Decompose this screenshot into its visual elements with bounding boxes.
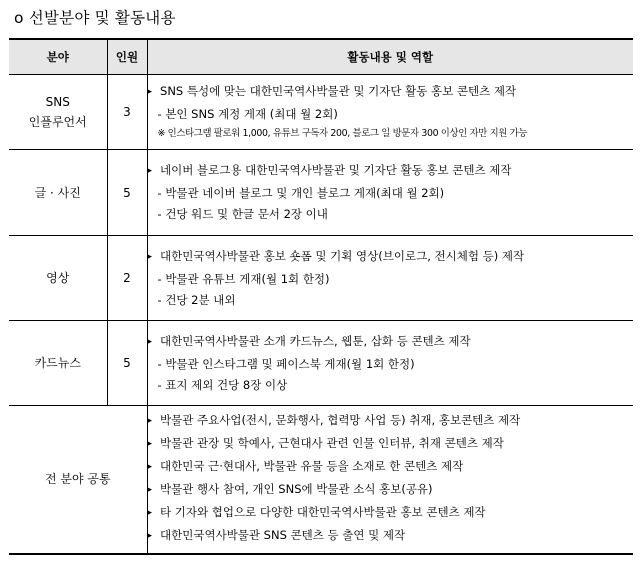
activity-cell — [147, 236, 633, 321]
field-cell: 글 · 사진 — [9, 150, 107, 236]
table-row-video — [9, 236, 633, 321]
activity-subitem: - 본인 SNS 계정 게재 (최대 월 2회) — [148, 104, 634, 125]
table-row-sns — [9, 75, 633, 150]
field-label-line: SNS — [45, 95, 70, 109]
activity-bullet: ▸ SNS 특성에 맞는 대한민국역사박물관 및 기자단 활동 홍보 콘텐츠 제작 — [148, 81, 634, 104]
activity-subitem: - 박물관 유튜브 게재(월 1회 한정) — [148, 269, 634, 290]
count-cell: 5 — [107, 150, 147, 236]
section-heading: o 선발분야 및 활동내용 — [14, 9, 176, 27]
table-row-common — [9, 406, 633, 554]
field-cell: 카드뉴스 — [9, 321, 107, 406]
field-cell — [9, 75, 107, 150]
activity-bullet: ▸ 박물관 관장 및 학예사, 근현대사 관련 인물 인터뷰, 취재 콘텐츠 제작 — [148, 433, 634, 456]
activity-cell — [147, 406, 633, 554]
activity-bullet: ▸ 대한민국역사박물관 소개 카드뉴스, 웹툰, 삽화 등 콘텐츠 제작 — [148, 331, 634, 354]
table-row-writing-photo — [9, 150, 633, 236]
count-cell: 2 — [107, 236, 147, 321]
table-header-row — [9, 39, 633, 75]
count-cell: 5 — [107, 321, 147, 406]
activity-subitem: - 박물관 인스타그램 및 페이스북 게재(월 1회 한정) — [148, 354, 634, 375]
header-field: 분야 — [9, 39, 107, 75]
activity-subitem: - 박물관 네이버 블로그 및 개인 블로그 게재(최대 월 2회) — [148, 183, 634, 204]
activity-bullet: ▸ 대한민국역사박물관 홍보 숏폼 및 기획 영상(브이로그, 전시체험 등) 제작 — [148, 246, 634, 269]
activity-subitem: - 건당 2분 내외 — [148, 290, 634, 311]
activity-bullet: ▸ 타 기자와 협업으로 다양한 대한민국역사박물관 홍보 콘텐츠 제작 — [148, 502, 634, 525]
activity-bullet: ▸ 대한민국 근·현대사, 박물관 유물 등을 소재로 한 콘텐츠 제작 — [148, 456, 634, 479]
activity-bullet: ▸ 박물관 행사 참여, 개인 SNS에 박물관 소식 홍보(공유) — [148, 479, 634, 502]
activity-cell — [147, 150, 633, 236]
count-cell: 3 — [107, 75, 147, 150]
activity-bullet: ▸ 네이버 블로그용 대한민국역사박물관 및 기자단 활동 홍보 콘텐츠 제작 — [148, 160, 634, 183]
field-label-line: 인플루언서 — [28, 115, 87, 129]
activity-note: ※ 인스타그램 팔로워 1,000, 유튜브 구독자 200, 블로그 일 방문자 300 이상인 자만 지원 가능 — [148, 125, 634, 143]
table-row-card-news — [9, 321, 633, 406]
recruitment-table — [9, 38, 633, 555]
activity-cell — [147, 321, 633, 406]
activity-subitem: - 표지 제외 건당 8장 이상 — [148, 375, 634, 396]
header-activities: 활동내용 및 역할 — [147, 39, 633, 75]
field-cell: 전 분야 공통 — [9, 406, 147, 554]
field-cell: 영상 — [9, 236, 107, 321]
activity-cell — [147, 75, 633, 150]
header-count: 인원 — [107, 39, 147, 75]
activity-bullet: ▸ 박물관 주요사업(전시, 문화행사, 협력망 사업 등) 취재, 홍보콘텐츠 제작 — [148, 410, 634, 433]
activity-bullet: ▸ 대한민국역사박물관 SNS 콘텐츠 등 출연 및 제작 — [148, 525, 634, 548]
activity-subitem: - 건당 워드 및 한글 문서 2장 이내 — [148, 204, 634, 225]
